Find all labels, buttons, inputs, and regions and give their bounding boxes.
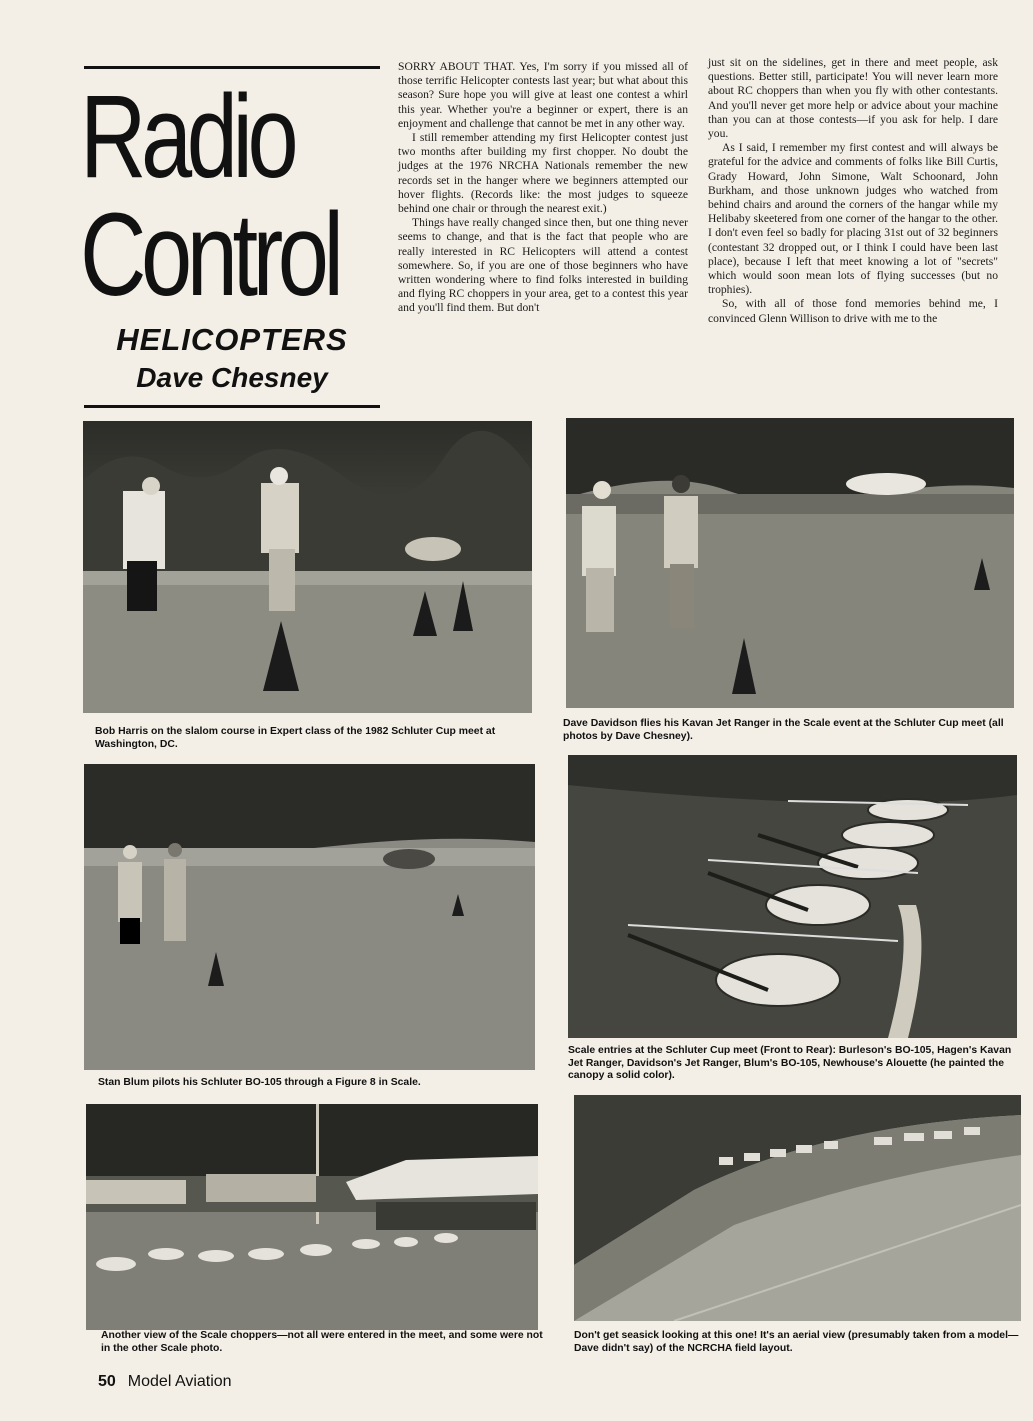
header-top-rule — [84, 66, 380, 69]
photo-scale-choppers — [86, 1104, 538, 1330]
photo-aerial-field — [574, 1095, 1021, 1321]
caption-slalom: Bob Harris on the slalom course in Expert class of the 1982 Schluter Cup meet at Washington, DC. — [95, 726, 496, 750]
photo-figure-8 — [84, 764, 535, 1070]
page-number: 50 — [98, 1373, 116, 1390]
photo-scale-entries — [568, 755, 1017, 1038]
magazine-name: Model Aviation — [127, 1373, 232, 1390]
caption-figure-8: Stan Blum pilots his Schluter BO-105 through a Figure 8 in Scale. — [98, 1077, 421, 1088]
article-column-2 — [708, 56, 998, 326]
paragraph: Things have really changed since then, but one thing never seems to change, and that is the fact that people who are really interested in RC Helicopters will attend a contest somewhere. So, if you are one of those beginners who have written wondering where to find folks interested in building and flying RC choppers in your area, get to a contest this year and you'll find them. But don't — [398, 216, 688, 315]
paragraph: I still remember attending my first Helicopter contest just two months after building my first chopper. No doubt the judges at the 1976 NRCHA Nationals remember the new records set in the hanger where we beginners attempted our hover flights. (Records like: the most judges to squeeze behind one chair or through the nearest exit.) — [398, 131, 688, 216]
caption-aerial-field: Don't get seasick looking at this one! It's an aerial view (presumably taken from a model—Dave didn't say) of the NCRCHA field layout. — [574, 1330, 1019, 1354]
article-column-1 — [398, 60, 688, 316]
title-radio: Radio — [80, 71, 294, 203]
paragraph: SORRY ABOUT THAT. Yes, I'm sorry if you missed all of those terrific Helicopter contests last year; but what about this season? Sure hope you will give at least one contest a whirl this year. Whether you're a beginner or expert, there is an enjoyment and challenge that cannot be met in any other way. — [398, 60, 688, 130]
photo-jet-ranger-flight — [566, 418, 1014, 708]
photo-slalom-course — [83, 421, 532, 713]
caption-jet-ranger: Dave Davidson flies his Kavan Jet Ranger in the Scale event at the Schluter Cup meet (all photos by Dave Chesney). — [563, 718, 1004, 742]
paragraph: As I said, I remember my first contest and will always be grateful for the advice and comments of folks like Bill Curtis, Grady Howard, John Simone, Walt Schoonard, John Burkham, and those unknown judges who watched from behind chairs and around the corners of the hangar while my Helibaby skeetered from one corner of the hangar to the other. I don't even feel so badly for placing 31st out of 32 beginners (contestant 32 dropped out, or I think I could have been last place), because I left that meet knowing a lot of "secrets" which would soon mean lots of flying successes (but no trophies). — [708, 141, 998, 297]
paragraph: So, with all of those fond memories behind me, I convinced Glenn Willison to drive with me to the — [708, 297, 998, 325]
caption-scale-choppers: Another view of the Scale choppers—not all were entered in the meet, and some were not in the other Scale photo. — [101, 1330, 543, 1354]
page-footer — [98, 1373, 232, 1391]
author-name: Dave Chesney — [136, 362, 328, 393]
header-bottom-rule — [84, 405, 380, 408]
title-control: Control — [80, 189, 339, 321]
subtitle-helicopters: HELICOPTERS — [116, 322, 348, 357]
paragraph: just sit on the sidelines, get in there and meet people, ask questions. Better still, participate! You will never learn more about RC choppers than when you fly with other contestants. And you'll never get more help or advice about your machine than you can at those contests—if you ask for help. I dare you. — [708, 56, 998, 141]
caption-scale-entries: Scale entries at the Schluter Cup meet (Front to Rear): Burleson's BO-105, Hagen's Kavan Jet Ranger, Davidson's Jet Ranger, Blum's BO-105, Newhouse's Alouette (he painted the canopy a solid color). — [568, 1045, 1012, 1082]
